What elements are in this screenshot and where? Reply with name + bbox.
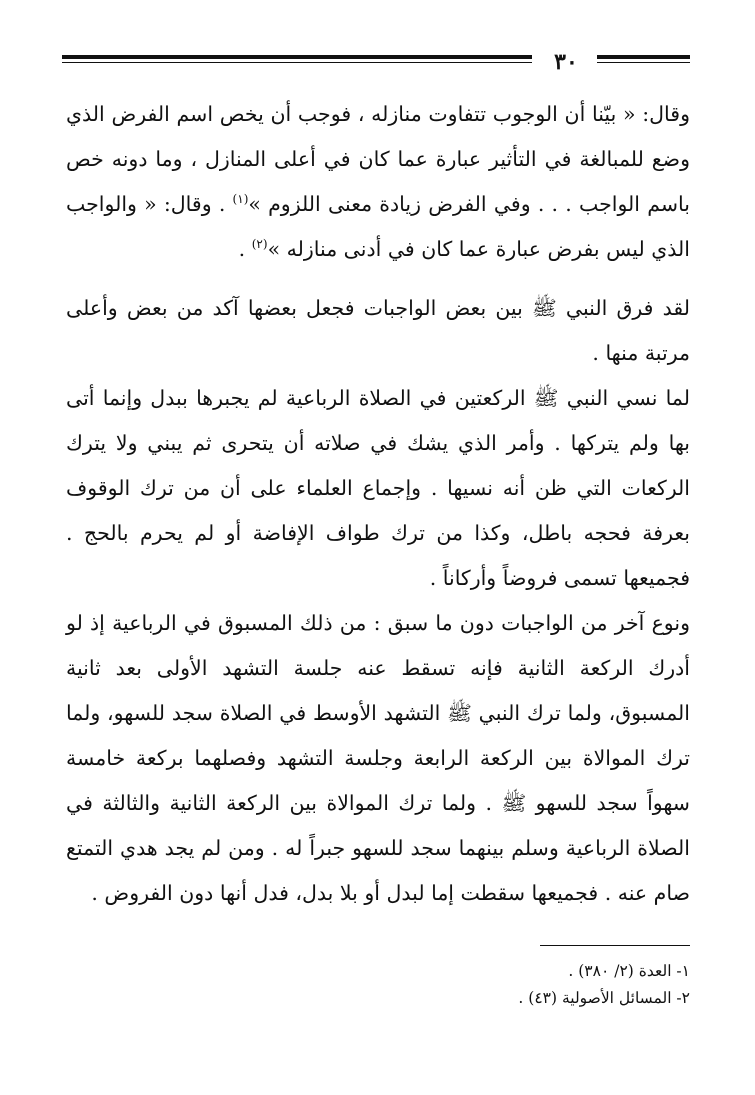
paragraph-quote: وقال: « بيّنا أن الوجوب تتفاوت منازله ، فوجب أن يخص اسم الفرض الذي وضع للمبالغة في التأثير عبارة عما كان في أعلى المنازل ، وما دونه خص باسم الواجب . . . وفي الفرض زيادة معنى اللزوم »$^{(١)}$ . وقال: « والواجب الذي ليس بفرض عبارة عما كان في أدنى منازله »$^{(٢)}$ . — [66, 102, 690, 261]
footnote-divider — [540, 945, 690, 946]
header-rule — [62, 62, 532, 63]
paragraph: لما نسي النبي ﷺ الركعتين في الصلاة الرباعية لم يجبرها ببدل وإنما أتى بها ولم يتركها . وأمر الذي يشك في صلاته أن يتحرى ثم يبني ولا يترك الركعات التي ظن أنه نسيها . وإجماع العلماء على أن من ترك الوقوف بعرفة فحجه باطل، وكذا من ترك طواف الإفاضة أو لم يحرم بالحج . فجميعها تسمى فروضاً وأركاناً . — [66, 386, 690, 590]
header-rule — [597, 62, 690, 63]
footnote: ١- العدة (٢/ ٣٨٠) . — [568, 962, 690, 980]
header-rule — [62, 55, 532, 59]
page-header — [62, 50, 690, 74]
paragraph: ونوع آخر من الواجبات دون ما سبق : من ذلك المسبوق في الرباعية إذ لو أدرك الركعة الثانية فإنه تسقط عنه جلسة التشهد الأولى بعد ثانية المسبوق، ولما ترك النبي ﷺ التشهد الأوسط في الصلاة سجد للسهو، ولما ترك الموالاة بين الركعة الرابعة وجلسة التشهد وفصلهما بركعة خامسة سهواً سجد للسهو ﷺ . ولما ترك الموالاة بين الركعة الثانية والثالثة في الصلاة الرباعية وسلم بينهما سجد للسهو جبراً له . ومن لم يجد هدي التمتع صام عنه . فجميعها سقطت إما لبدل أو بلا بدل، فدل أنها دون الفروض . — [66, 611, 690, 905]
paragraph: لقد فرق النبي ﷺ بين بعض الواجبات فجعل بعضها آكد من بعض وأعلى مرتبة منها . — [66, 296, 690, 365]
footnote-ref: (٢) — [251, 237, 268, 252]
page-number: ٣٠ — [554, 49, 578, 75]
footnote: ٢- المسائل الأصولية (٤٣) . — [518, 989, 690, 1007]
footnotes — [200, 958, 690, 1012]
body-text — [66, 92, 690, 916]
footnote-ref: (١) — [232, 192, 249, 207]
header-rule — [597, 55, 690, 59]
